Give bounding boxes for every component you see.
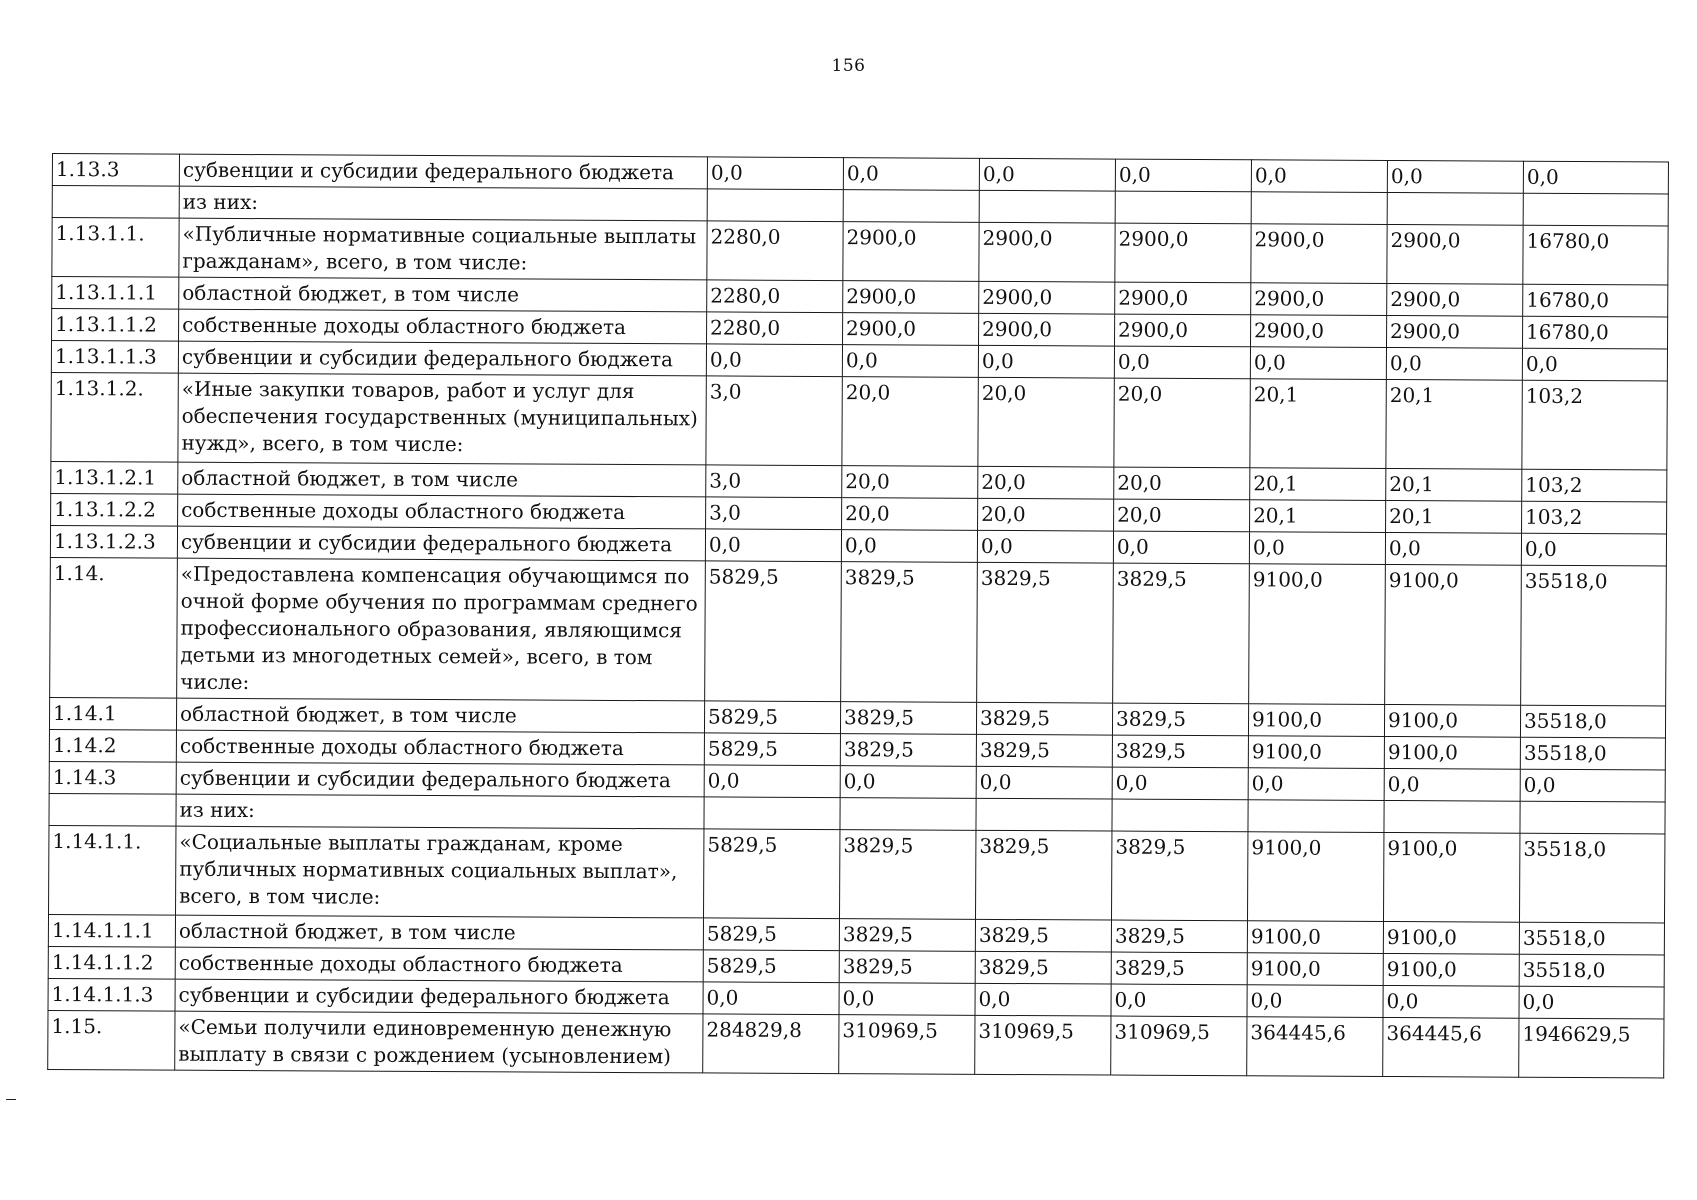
value-cell-col-1: 284829,8: [703, 1014, 839, 1074]
value-cell-col-7: 0,0: [1521, 533, 1666, 566]
value-cell-col-4: 3829,5: [1112, 703, 1248, 736]
value-cell-col-1: 3,0: [706, 497, 842, 530]
value-cell-col-6: 20,1: [1386, 468, 1522, 501]
value-cell-col-7: 35518,0: [1521, 565, 1667, 706]
value-cell-col-2: 2900,0: [843, 222, 979, 282]
row-description-cell: «Публичные нормативные социальные выплаты гражданам», всего, в том числе:: [179, 218, 707, 280]
table-row: [50, 557, 1667, 705]
value-cell-col-6: 0,0: [1384, 768, 1520, 801]
value-cell-col-6: 2900,0: [1387, 283, 1523, 316]
value-cell-col-7: 35518,0: [1520, 737, 1665, 770]
value-cell-col-4: 3829,5: [1111, 952, 1247, 985]
row-code-cell: 1.14.1.1.2: [48, 946, 175, 979]
value-cell-col-6: 20,1: [1386, 379, 1522, 469]
value-cell-col-6: 9100,0: [1384, 736, 1520, 769]
value-cell-col-4: [1115, 191, 1251, 224]
value-cell-col-1: 5829,5: [703, 918, 839, 951]
value-cell-col-2: 3829,5: [840, 734, 976, 767]
value-cell-col-7: 35518,0: [1519, 833, 1664, 923]
value-cell-col-3: 3829,5: [975, 919, 1111, 952]
row-description-cell: субвенции и субсидии федерального бюджета: [179, 154, 707, 189]
value-cell-col-6: 9100,0: [1383, 832, 1519, 922]
value-cell-col-6: 9100,0: [1383, 921, 1519, 954]
value-cell-col-7: 35518,0: [1519, 922, 1664, 955]
value-cell-col-2: [840, 798, 976, 831]
value-cell-col-7: 35518,0: [1519, 954, 1664, 987]
value-cell-col-5: 2900,0: [1251, 315, 1387, 348]
row-code-cell: 1.14.1.1.: [49, 825, 176, 915]
value-cell-col-4: 0,0: [1113, 531, 1249, 564]
value-cell-col-3: 310969,5: [975, 1015, 1111, 1075]
value-cell-col-2: [843, 190, 979, 223]
value-cell-col-6: 9100,0: [1385, 564, 1522, 705]
value-cell-col-4: 0,0: [1114, 346, 1250, 379]
value-cell-col-4: 2900,0: [1115, 314, 1251, 347]
value-cell-col-7: [1523, 193, 1668, 226]
row-code-cell: 1.13.1.2.3: [50, 525, 177, 558]
row-description-cell: «Иные закупки товаров, работ и услуг для обеспечения государственных (муниципальных) нужд», всего, в том числе:: [178, 373, 706, 465]
row-description-cell: «Социальные выплаты гражданам, кроме публичных нормативных социальных выплат», всего, в том числе:: [176, 826, 704, 918]
table-row: [49, 825, 1665, 922]
value-cell-col-4: 0,0: [1115, 159, 1251, 192]
row-code-cell: 1.13.1.2.: [51, 372, 178, 462]
row-description-cell: из них:: [179, 186, 707, 221]
value-cell-col-5: 20,1: [1250, 468, 1386, 501]
row-description-cell: областной бюджет, в том числе: [175, 915, 703, 950]
value-cell-col-6: 20,1: [1386, 500, 1522, 533]
value-cell-col-3: 3829,5: [976, 734, 1112, 767]
value-cell-col-3: [979, 190, 1115, 223]
row-description-cell: областной бюджет, в том числе: [179, 277, 707, 312]
value-cell-col-7: 35518,0: [1520, 705, 1665, 738]
value-cell-col-5: 0,0: [1251, 160, 1387, 193]
value-cell-col-7: 0,0: [1519, 986, 1664, 1019]
value-cell-col-7: 16780,0: [1523, 284, 1668, 317]
row-code-cell: 1.14.2: [49, 729, 176, 762]
value-cell-col-4: 3829,5: [1111, 920, 1247, 953]
row-code-cell: 1.13.1.2.1: [51, 461, 178, 494]
value-cell-col-3: 0,0: [975, 983, 1111, 1016]
value-cell-col-6: 0,0: [1387, 160, 1523, 193]
value-cell-col-6: 9100,0: [1383, 953, 1519, 986]
value-cell-col-3: 3829,5: [976, 702, 1112, 735]
value-cell-col-2: 0,0: [840, 766, 976, 799]
value-cell-col-2: 3829,5: [839, 919, 975, 952]
row-description-cell: собственные доходы областного бюджета: [175, 947, 703, 982]
value-cell-col-5: [1248, 800, 1384, 833]
row-description-cell: «Предоставлена компенсация обучающимся по очной форме обучения по программам среднего профессионального образования, являющимся детьми из многодетных семей», всего, в том числе:: [177, 558, 706, 701]
value-cell-col-4: 3829,5: [1111, 831, 1247, 921]
value-cell-col-7: 103,2: [1522, 469, 1667, 502]
value-cell-col-2: 3829,5: [839, 951, 975, 984]
value-cell-col-4: 3829,5: [1112, 735, 1248, 768]
row-code-cell: 1.14.: [50, 557, 178, 698]
value-cell-col-4: [1112, 799, 1248, 832]
row-code-cell: [49, 793, 176, 826]
value-cell-col-6: 2900,0: [1387, 224, 1523, 284]
value-cell-col-3: 0,0: [976, 766, 1112, 799]
value-cell-col-2: 0,0: [839, 983, 975, 1016]
value-cell-col-3: 3829,5: [977, 562, 1114, 703]
value-cell-col-5: 9100,0: [1249, 564, 1386, 705]
value-cell-col-2: 0,0: [842, 345, 978, 378]
value-cell-col-1: 5829,5: [704, 829, 840, 919]
value-cell-col-1: 0,0: [707, 157, 843, 190]
value-cell-col-4: 20,0: [1114, 499, 1250, 532]
value-cell-col-7: 103,2: [1522, 380, 1667, 470]
value-cell-col-4: 2900,0: [1115, 223, 1251, 283]
value-cell-col-7: 0,0: [1523, 161, 1668, 194]
row-description-cell: субвенции и субсидии федерального бюджета: [178, 341, 706, 376]
value-cell-col-5: 9100,0: [1247, 921, 1383, 954]
value-cell-col-2: 2900,0: [843, 281, 979, 314]
budget-table: [47, 153, 1669, 1078]
value-cell-col-3: 2900,0: [979, 281, 1115, 314]
value-cell-col-4: 20,0: [1114, 467, 1250, 500]
table-row: [51, 372, 1667, 469]
table-row: [48, 1010, 1664, 1077]
value-cell-col-3: 0,0: [977, 530, 1113, 563]
row-code-cell: 1.13.1.1.2: [52, 309, 179, 342]
budget-table-body: [48, 154, 1669, 1078]
value-cell-col-3: 20,0: [978, 498, 1114, 531]
value-cell-col-7: 103,2: [1522, 501, 1667, 534]
value-cell-col-2: 3829,5: [840, 702, 976, 735]
value-cell-col-5: 0,0: [1249, 532, 1385, 565]
row-description-cell: субвенции и субсидии федерального бюджета: [175, 979, 703, 1014]
budget-table-wrapper: [47, 153, 1669, 1078]
value-cell-col-5: 9100,0: [1247, 832, 1383, 922]
value-cell-col-1: 0,0: [703, 982, 839, 1015]
value-cell-col-6: 0,0: [1385, 532, 1521, 565]
value-cell-col-1: 2280,0: [707, 280, 843, 313]
value-cell-col-2: 3829,5: [840, 830, 976, 920]
value-cell-col-5: 0,0: [1247, 985, 1383, 1018]
value-cell-col-1: 0,0: [705, 529, 841, 562]
value-cell-col-1: 5829,5: [705, 561, 842, 702]
value-cell-col-1: 2280,0: [707, 312, 843, 345]
value-cell-col-3: 0,0: [979, 158, 1115, 191]
row-code-cell: 1.13.1.2.2: [51, 493, 178, 526]
value-cell-col-7: 0,0: [1520, 769, 1665, 802]
value-cell-col-6: [1384, 800, 1520, 833]
value-cell-col-5: 0,0: [1250, 347, 1386, 380]
value-cell-col-4: 2900,0: [1115, 282, 1251, 315]
value-cell-col-7: 16780,0: [1523, 225, 1668, 285]
value-cell-col-5: 364445,6: [1247, 1017, 1383, 1077]
value-cell-col-2: 310969,5: [839, 1015, 975, 1075]
row-code-cell: 1.13.1.1.: [52, 218, 179, 278]
row-code-cell: 1.13.1.1.1: [52, 277, 179, 310]
value-cell-col-2: 3829,5: [841, 562, 978, 703]
value-cell-col-6: 2900,0: [1387, 315, 1523, 348]
value-cell-col-5: 9100,0: [1248, 736, 1384, 769]
value-cell-col-3: 0,0: [978, 345, 1114, 378]
value-cell-col-5: 20,1: [1250, 379, 1386, 469]
row-code-cell: 1.15.: [48, 1010, 175, 1070]
value-cell-col-2: 0,0: [843, 158, 979, 191]
value-cell-col-5: 0,0: [1248, 768, 1384, 801]
value-cell-col-7: 0,0: [1522, 348, 1667, 381]
value-cell-col-1: 3,0: [706, 376, 842, 466]
value-cell-col-1: 2280,0: [707, 221, 843, 281]
row-description-cell: собственные доходы областного бюджета: [176, 730, 704, 765]
row-description-cell: субвенции и субсидии федерального бюджета: [176, 762, 704, 797]
page-number: 156: [831, 56, 866, 76]
value-cell-col-5: [1251, 192, 1387, 225]
value-cell-col-3: 3829,5: [975, 951, 1111, 984]
value-cell-col-1: 5829,5: [704, 733, 840, 766]
row-description-cell: субвенции и субсидии федерального бюджета: [177, 526, 705, 561]
value-cell-col-2: 0,0: [841, 530, 977, 563]
value-cell-col-4: 3829,5: [1113, 563, 1250, 704]
row-code-cell: [52, 186, 179, 219]
row-code-cell: 1.14.1: [49, 697, 176, 730]
value-cell-col-7: [1520, 801, 1665, 834]
value-cell-col-5: 2900,0: [1251, 224, 1387, 284]
value-cell-col-5: 9100,0: [1248, 704, 1384, 737]
value-cell-col-4: 20,0: [1114, 378, 1250, 468]
value-cell-col-2: 20,0: [842, 498, 978, 531]
row-description-cell: «Семьи получили единовременную денежную выплату в связи с рождением (усыновлением): [175, 1011, 703, 1073]
row-description-cell: из них:: [176, 794, 704, 829]
value-cell-col-1: 5829,5: [704, 701, 840, 734]
value-cell-col-7: 16780,0: [1522, 316, 1667, 349]
row-description-cell: областной бюджет, в том числе: [176, 698, 704, 733]
row-description-cell: собственные доходы областного бюджета: [179, 309, 707, 344]
row-code-cell: 1.14.1.1.1: [48, 914, 175, 947]
margin-mark: [6, 1099, 16, 1100]
value-cell-col-6: [1387, 192, 1523, 225]
table-row: [52, 218, 1668, 285]
value-cell-col-2: 20,0: [842, 377, 978, 467]
value-cell-col-1: 3,0: [706, 465, 842, 498]
value-cell-col-1: 5829,5: [703, 950, 839, 983]
value-cell-col-3: 2900,0: [979, 313, 1115, 346]
value-cell-col-3: 3829,5: [976, 830, 1112, 920]
value-cell-col-1: [704, 797, 840, 830]
row-code-cell: 1.13.1.1.3: [51, 341, 178, 374]
value-cell-col-6: 364445,6: [1383, 1017, 1519, 1077]
value-cell-col-3: 20,0: [978, 466, 1114, 499]
value-cell-col-5: 20,1: [1250, 500, 1386, 533]
row-code-cell: 1.13.3: [52, 154, 179, 187]
value-cell-col-4: 0,0: [1112, 767, 1248, 800]
value-cell-col-4: 0,0: [1111, 984, 1247, 1017]
value-cell-col-1: [707, 189, 843, 222]
row-code-cell: 1.14.3: [49, 761, 176, 794]
value-cell-col-6: 9100,0: [1384, 704, 1520, 737]
row-description-cell: собственные доходы областного бюджета: [178, 494, 706, 529]
value-cell-col-7: 1946629,5: [1519, 1018, 1664, 1078]
value-cell-col-5: 9100,0: [1247, 953, 1383, 986]
value-cell-col-4: 310969,5: [1111, 1016, 1247, 1076]
value-cell-col-3: 2900,0: [979, 222, 1115, 282]
value-cell-col-6: 0,0: [1386, 347, 1522, 380]
value-cell-col-2: 20,0: [842, 466, 978, 499]
value-cell-col-1: 0,0: [706, 344, 842, 377]
value-cell-col-3: [976, 798, 1112, 831]
value-cell-col-5: 2900,0: [1251, 283, 1387, 316]
value-cell-col-2: 2900,0: [843, 313, 979, 346]
row-description-cell: областной бюджет, в том числе: [178, 462, 706, 497]
row-code-cell: 1.14.1.1.3: [48, 978, 175, 1011]
value-cell-col-6: 0,0: [1383, 985, 1519, 1018]
value-cell-col-1: 0,0: [704, 765, 840, 798]
value-cell-col-3: 20,0: [978, 377, 1114, 467]
